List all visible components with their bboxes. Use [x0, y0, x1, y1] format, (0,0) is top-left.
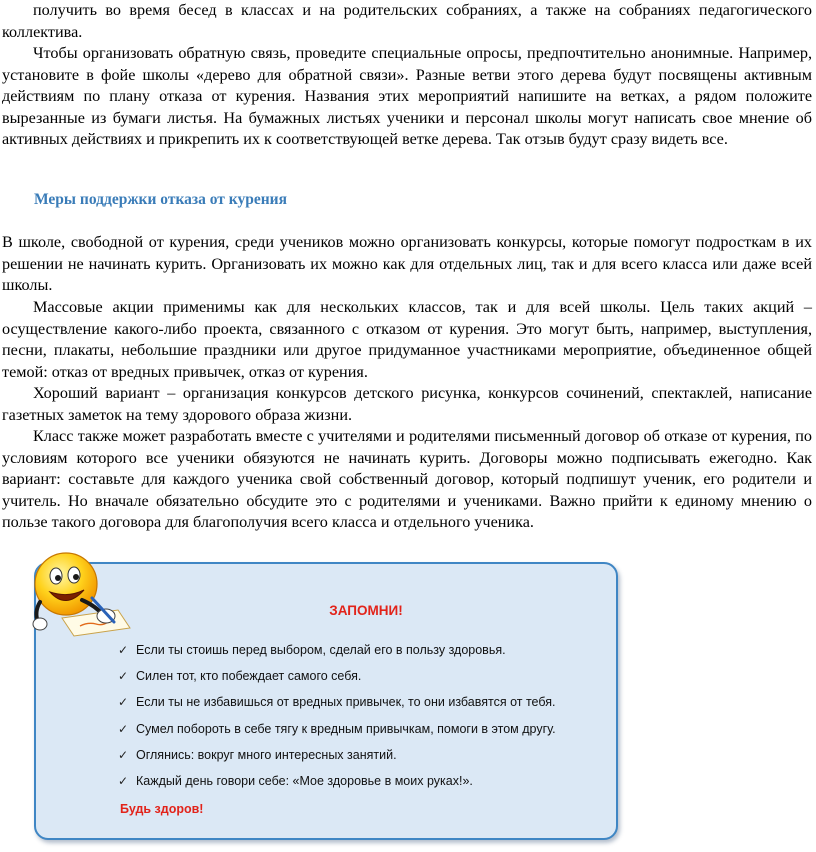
check-icon: ✓ — [118, 643, 129, 657]
list-item — [118, 694, 556, 720]
reminder-item-text: Силен тот, кто побеждает самого себя. — [136, 669, 362, 684]
check-icon: ✓ — [118, 669, 129, 684]
reminder-item-text: Если ты не избавишься от вредных привычек, то они избавятся от тебя. — [136, 695, 556, 710]
check-icon: ✓ — [118, 747, 129, 762]
paragraph-good-option: Хороший вариант – организация конкурсов детского рисунка, конкурсов сочинений, спектаклей, написание газетных заметок на тему здорового образа жизни. — [2, 384, 812, 424]
list-item — [118, 721, 556, 747]
list-item — [118, 668, 556, 694]
check-icon: ✓ — [118, 721, 129, 736]
reminder-footer: Будь здоров! — [120, 802, 204, 816]
section-heading: Меры поддержки отказа от курения — [34, 191, 287, 208]
reminder-title: ЗАПОМНИ! — [329, 603, 403, 618]
check-icon: ✓ — [118, 773, 129, 788]
reminder-item-text: Каждый день говори себе: «Мое здоровье в моих руках!». — [136, 773, 473, 788]
reminder-item-text: Сумел побороть в себе тягу к вредным привычкам, помоги в этом другу. — [136, 721, 556, 736]
list-item — [118, 773, 556, 799]
check-icon: ✓ — [118, 695, 129, 710]
reminder-list — [118, 642, 556, 799]
list-item — [118, 642, 556, 668]
writing-smiley-icon — [22, 548, 134, 638]
paragraph-contract: Класс также может разработать вместе с учителями и родителями письменный договор об отказе от курения, по условиям которого все ученики обязуются не начинать курить. Договоры можно подписывать ежегодно. Как вариант: составьте для каждого ученика свой собственный договор, который подпишут ученик, его родители и учитель. Но вначале обязательно обсудите это с родителями и учениками. Важно прийти к единому мнению о пользе такого договора для благополучия всего класса и отдельного ученика. — [2, 427, 812, 532]
paragraph-mass-actions: Массовые акции применимы как для нескольких классов, так и для всей школы. Цель таких акций – осуществление какого-либо проекта, связанного с отказом от курения. Это могут быть, например, выступления, песни, плакаты, небольшие праздники или другое придуманное участниками мероприятие, объединенное общей темой: отказ от вредных привычек, отказ от курения. — [2, 298, 812, 381]
paragraph-contests: В школе, свободной от курения, среди учеников можно организовать конкурсы, которые помогут подросткам в их решении не начинать курить. Организовать их можно как для отдельных лиц, так и для всего класса или даже всей школы. — [2, 233, 812, 295]
reminder-item-text: Если ты стоишь перед выбором, сделай его в пользу здоровья. — [136, 643, 506, 657]
reminder-item-text: Оглянись: вокруг много интересных занятий. — [136, 747, 397, 762]
paragraph-feedback: Чтобы организовать обратную связь, проведите специальные опросы, предпочтительно анонимные. Например, установите в фойе школы «дерево для обратной связи». Разные ветви этого дерева будут посвящены активным действиям по плану отказа от курения. Названия этих мероприятий напишите на ветках, а рядом положите вырезанные из бумаги листья. На бумажных листьях ученики и персонал школы могут написать свое мнение об активных действиях и прикрепить их к соответствующей ветке дерева. Так отзыв будут сразу видеть все. — [2, 44, 812, 149]
paragraph-continuation: получить во время бесед в классах и на родительских собраниях, а также на собраниях педагогического коллектива. — [2, 1, 812, 41]
list-item — [118, 747, 556, 773]
